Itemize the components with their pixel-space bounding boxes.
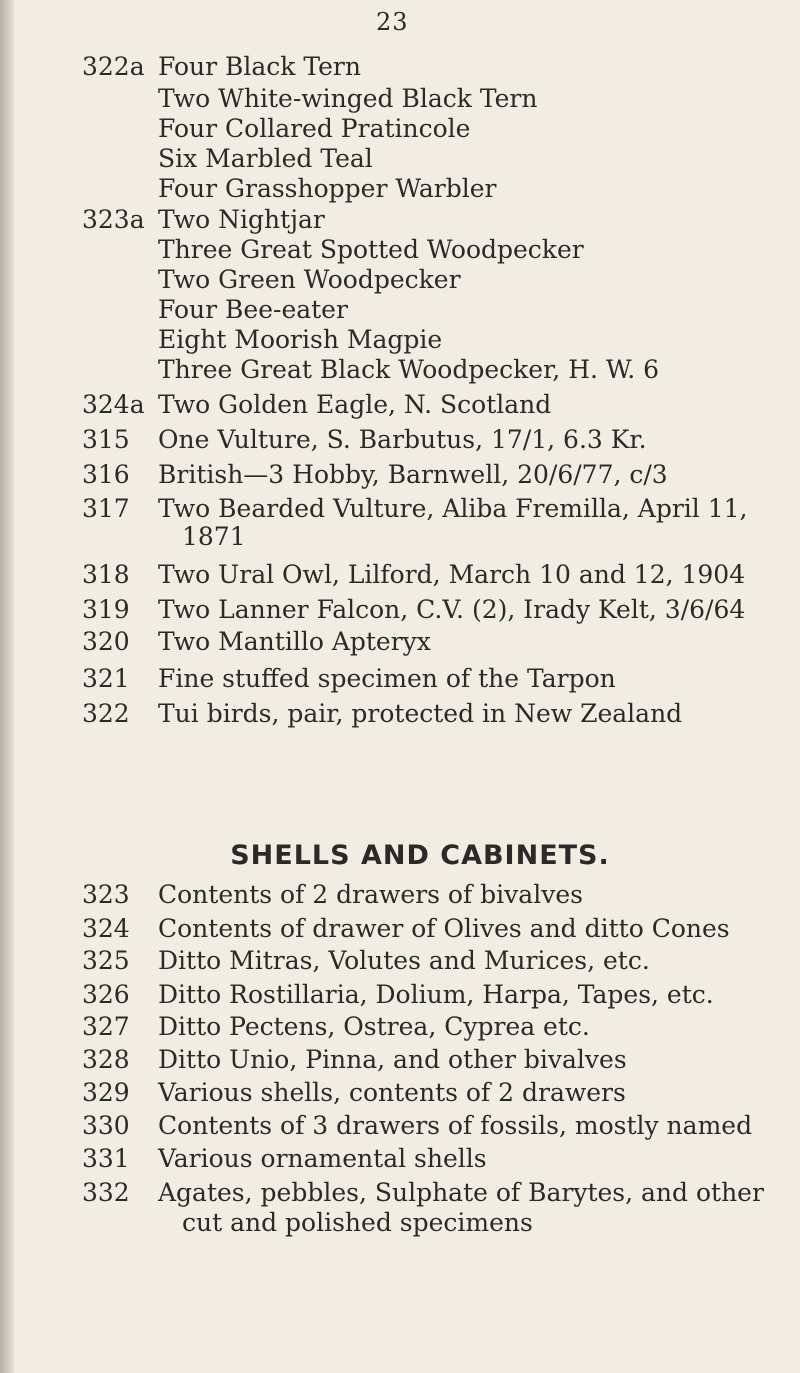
lot-entry xyxy=(0,1078,800,1108)
lot-number: 316 xyxy=(82,460,130,489)
lot-number: 327 xyxy=(82,1012,130,1041)
lot-entry xyxy=(0,522,800,552)
lot-description: One Vulture, S. Barbutus, 17/1, 6.3 Kr. xyxy=(158,425,647,454)
lot-entry xyxy=(0,595,800,625)
lot-description: Various shells, contents of 2 drawers xyxy=(158,1078,626,1107)
lot-number: 325 xyxy=(82,946,130,975)
lot-number: 317 xyxy=(82,494,130,523)
lot-entry xyxy=(0,946,800,976)
lot-number: 323a xyxy=(82,205,145,234)
lot-number: 332 xyxy=(82,1178,130,1207)
lot-description: Three Great Spotted Woodpecker xyxy=(158,235,584,264)
lot-number: 318 xyxy=(82,560,130,589)
lot-description: Two Bearded Vulture, Aliba Fremilla, April 11, xyxy=(158,494,748,523)
lot-entry xyxy=(0,1012,800,1042)
lot-description: Four Collared Pratincole xyxy=(158,114,471,143)
lot-entry xyxy=(0,664,800,694)
lot-description: Two Green Woodpecker xyxy=(158,265,461,294)
lot-number: 320 xyxy=(82,627,130,656)
lot-entry xyxy=(0,174,800,204)
lot-description: Two White-winged Black Tern xyxy=(158,84,538,113)
lot-entry xyxy=(0,1045,800,1075)
lot-number: 330 xyxy=(82,1111,130,1140)
lot-entry xyxy=(0,295,800,325)
lot-number: 322 xyxy=(82,699,130,728)
lot-entry xyxy=(0,627,800,657)
lot-number: 329 xyxy=(82,1078,130,1107)
lot-entry xyxy=(0,494,800,524)
lot-description-continuation: cut and polished specimens xyxy=(182,1208,533,1237)
lot-description: Four Grasshopper Warbler xyxy=(158,174,497,203)
lot-entry xyxy=(0,880,800,910)
lot-description: Ditto Mitras, Volutes and Murices, etc. xyxy=(158,946,650,975)
lot-entry xyxy=(0,205,800,235)
lot-entry xyxy=(0,390,800,420)
lot-entry xyxy=(0,1144,800,1174)
lot-description: Various ornamental shells xyxy=(158,1144,487,1173)
lot-entry xyxy=(0,235,800,265)
lot-description: Ditto Rostillaria, Dolium, Harpa, Tapes, etc. xyxy=(158,980,714,1009)
lot-entry xyxy=(0,425,800,455)
lot-description: Fine stuffed specimen of the Tarpon xyxy=(158,664,616,693)
lot-description: Agates, pebbles, Sulphate of Barytes, and other xyxy=(158,1178,764,1207)
lot-description: Six Marbled Teal xyxy=(158,144,373,173)
lot-entry xyxy=(0,1111,800,1141)
lot-description: Two Ural Owl, Lilford, March 10 and 12, 1904 xyxy=(158,560,746,589)
section-heading: SHELLS AND CABINETS. xyxy=(230,840,610,871)
lot-entry xyxy=(0,914,800,944)
lot-number: 323 xyxy=(82,880,130,909)
lot-number: 315 xyxy=(82,425,130,454)
lot-entry xyxy=(0,560,800,590)
lot-description: Two Golden Eagle, N. Scotland xyxy=(158,390,552,419)
lot-description: Contents of 2 drawers of bivalves xyxy=(158,880,583,909)
lot-entry xyxy=(0,114,800,144)
lot-description: Two Lanner Falcon, C.V. (2), Irady Kelt, 3/6/64 xyxy=(158,595,746,624)
lot-description: Three Great Black Woodpecker, H. W. 6 xyxy=(158,355,660,384)
lot-entry xyxy=(0,1178,800,1208)
lot-description: Two Mantillo Apteryx xyxy=(158,627,431,656)
lot-entry xyxy=(0,699,800,729)
lot-number: 322a xyxy=(82,52,145,81)
lot-description: Eight Moorish Magpie xyxy=(158,325,443,354)
lot-description: Ditto Unio, Pinna, and other bivalves xyxy=(158,1045,627,1074)
lot-entry xyxy=(0,144,800,174)
lot-number: 328 xyxy=(82,1045,130,1074)
lot-description: Four Bee-eater xyxy=(158,295,348,324)
lot-entry xyxy=(0,980,800,1010)
lot-description: Ditto Pectens, Ostrea, Cyprea etc. xyxy=(158,1012,590,1041)
lot-entry xyxy=(0,1208,800,1238)
lot-entry xyxy=(0,84,800,114)
lot-entry xyxy=(0,355,800,385)
lot-number: 324a xyxy=(82,390,145,419)
lot-description: Tui birds, pair, protected in New Zealand xyxy=(158,699,683,728)
lot-entry xyxy=(0,265,800,295)
lot-description: Two Nightjar xyxy=(158,205,325,234)
lot-entry xyxy=(0,460,800,490)
lot-description: British—3 Hobby, Barnwell, 20/6/77, c/3 xyxy=(158,460,668,489)
lot-number: 321 xyxy=(82,664,130,693)
lot-description: Contents of 3 drawers of fossils, mostly named xyxy=(158,1111,753,1140)
page-number: 23 xyxy=(376,8,409,36)
lot-description: Four Black Tern xyxy=(158,52,361,81)
lot-description: Contents of drawer of Olives and ditto Cones xyxy=(158,914,730,943)
lot-entry xyxy=(0,325,800,355)
lot-number: 319 xyxy=(82,595,130,624)
lot-number: 331 xyxy=(82,1144,130,1173)
lot-number: 324 xyxy=(82,914,130,943)
lot-entry xyxy=(0,52,800,82)
lot-description-continuation: 1871 xyxy=(182,522,246,551)
lot-number: 326 xyxy=(82,980,130,1009)
